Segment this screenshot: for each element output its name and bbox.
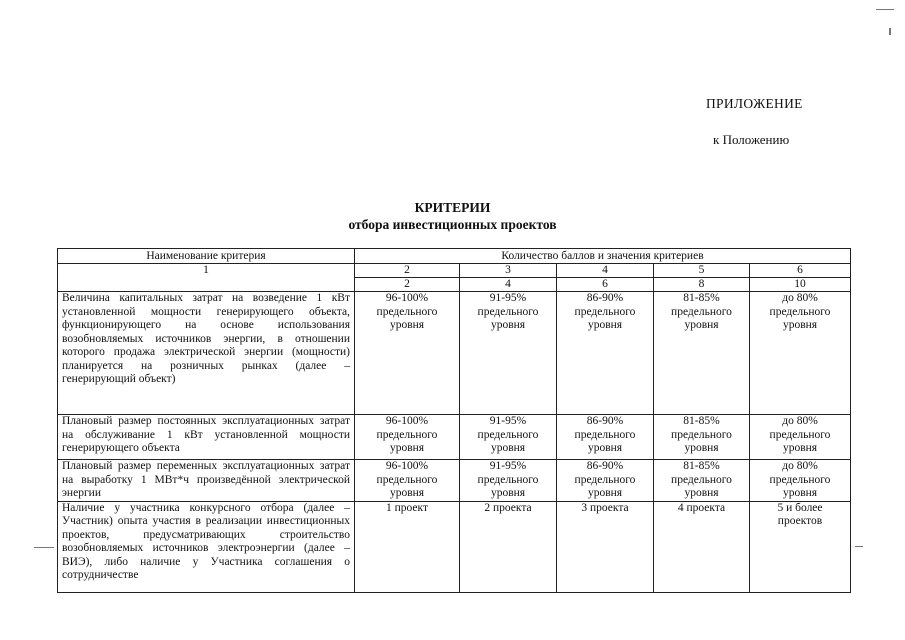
criterion-value: 2 проекта — [460, 501, 557, 592]
title-line-1: КРИТЕРИИ — [414, 200, 491, 215]
column-number: 4 — [557, 264, 654, 278]
criterion-value: 96-100% предельного уровня — [355, 460, 460, 502]
scan-mark — [876, 9, 894, 10]
appendix-heading: ПРИЛОЖЕНИЕ — [706, 96, 803, 111]
score-value: 10 — [750, 278, 851, 292]
column-number-row — [58, 264, 851, 278]
criterion-value: 96-100% предельного уровня — [355, 415, 460, 460]
criterion-value: до 80% предельного уровня — [750, 415, 851, 460]
criterion-value: 81-85% предельного уровня — [654, 415, 750, 460]
score-value: 4 — [460, 278, 557, 292]
criterion-value: 1 проект — [355, 501, 460, 592]
criterion-value: 96-100% предельного уровня — [355, 292, 460, 415]
column-number: 6 — [750, 264, 851, 278]
criterion-name: Наличие у участника конкурсного отбора (далее – Участник) опыта участия в реализации инвестиционных проектов, предусматривающих строительство возобновляемых источников электроэнергии (далее – ВИЭ), либо наличие у Участника соглашения о сотрудничестве — [58, 501, 355, 592]
criterion-value: 91-95% предельного уровня — [460, 415, 557, 460]
scan-mark — [889, 28, 891, 35]
criterion-name: Плановый размер переменных эксплуатационных затрат на выработку 1 МВт*ч произведённой электрической энергии — [58, 460, 355, 502]
criterion-value: 3 проекта — [557, 501, 654, 592]
header-scores: Количество баллов и значения критериев — [355, 249, 851, 264]
column-number: 2 — [355, 264, 460, 278]
criterion-value: 91-95% предельного уровня — [460, 292, 557, 415]
criteria-table — [57, 248, 851, 593]
criterion-value: 91-95% предельного уровня — [460, 460, 557, 502]
criterion-value: 81-85% предельного уровня — [654, 292, 750, 415]
table-row — [58, 415, 851, 460]
title-line-2: отбора инвестиционных проектов — [348, 217, 557, 232]
criterion-value: 86-90% предельного уровня — [557, 292, 654, 415]
table-row — [58, 501, 851, 592]
criterion-value: 86-90% предельного уровня — [557, 460, 654, 502]
score-value: 6 — [557, 278, 654, 292]
criterion-name: Величина капитальных затрат на возведение 1 кВт установленной мощности генерирующего объекта, функционирующего на основе использования возобновляемых источников энергии, в отношении которого продажа электрической энергии (мощности) планируется на розничных рынках (далее – генерирующий объект) — [58, 292, 355, 415]
table-row — [58, 292, 851, 415]
criterion-value: 5 и более проектов — [750, 501, 851, 592]
column-number: 3 — [460, 264, 557, 278]
criterion-value: до 80% предельного уровня — [750, 460, 851, 502]
criterion-value: 86-90% предельного уровня — [557, 415, 654, 460]
criterion-value: до 80% предельного уровня — [750, 292, 851, 415]
column-number: 1 — [58, 264, 355, 292]
scan-mark — [34, 547, 54, 548]
score-value: 2 — [355, 278, 460, 292]
header-criterion-name: Наименование критерия — [58, 249, 355, 264]
table-header-row — [58, 249, 851, 264]
table-row — [58, 460, 851, 502]
column-number: 5 — [654, 264, 750, 278]
appendix-reference: к Положению — [713, 132, 790, 147]
criterion-value: 81-85% предельного уровня — [654, 460, 750, 502]
score-value: 8 — [654, 278, 750, 292]
scan-mark — [855, 546, 863, 547]
criterion-value: 4 проекта — [654, 501, 750, 592]
criterion-name: Плановый размер постоянных эксплуатационных затрат на обслуживание 1 кВт установленной мощности генерирующего объекта — [58, 415, 355, 460]
